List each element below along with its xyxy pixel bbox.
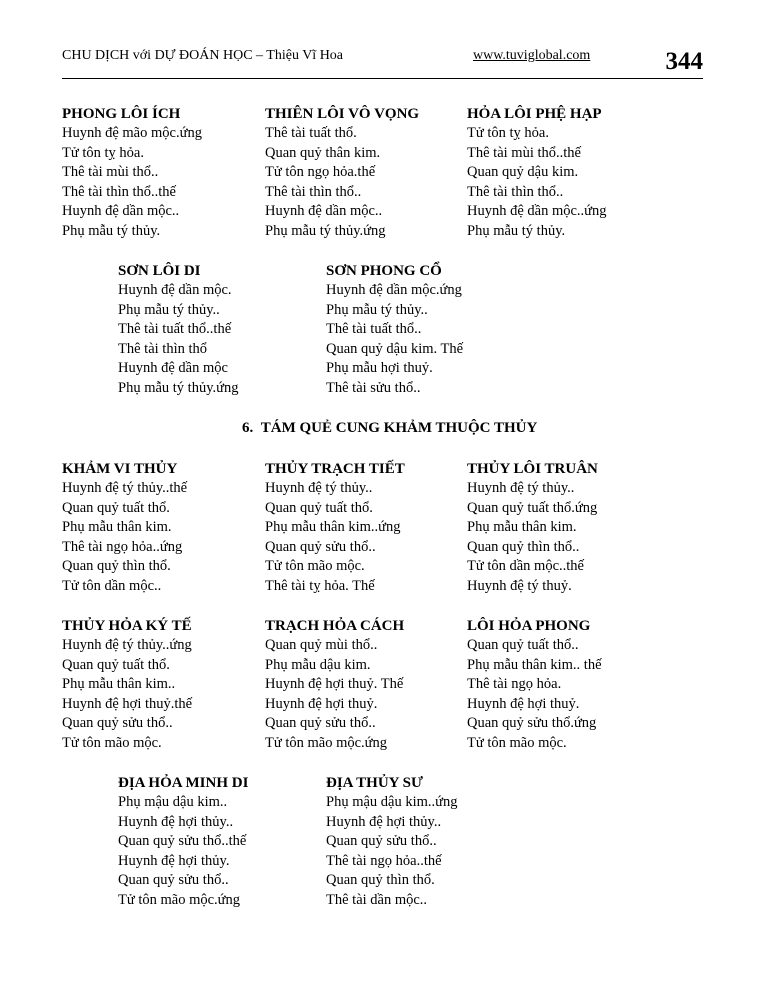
hexagram-line: Phụ mẫu thân kim.. [62, 676, 176, 693]
section-number: 6. [242, 420, 254, 436]
hexagram-line: Thê tài ngọ hỏa..ứng [62, 538, 183, 555]
hexagram-line: Tử tôn mão mộc. [467, 734, 567, 751]
hexagram-line: Quan quỷ tuất thổ. [265, 499, 373, 516]
hexagram-line: Huynh đệ tý thủy..ứng [62, 637, 192, 653]
hexagram-line: Huynh đệ tý thủy..thế [62, 480, 188, 496]
hexagram-line: Phụ mẫu tý thủy. [62, 222, 161, 239]
hexagram-line: Phụ mẫu tý thủy.ứng [118, 379, 239, 396]
hexagram-line: Quan quỷ thìn thổ. [62, 558, 171, 575]
hexagram-title: LÔI HỎA PHONG [467, 618, 591, 634]
hexagram-title: KHẢM VI THỦY [62, 461, 178, 477]
hexagram-line: Thê tài mùi thổ..thế [467, 144, 581, 161]
hexagram-block [467, 459, 598, 597]
hexagram-title: THỦY LÔI TRUÂN [467, 461, 598, 477]
hexagram-line: Thê tài mùi thổ.. [62, 164, 159, 181]
hexagram-line: Huynh đệ dần mộc..ứng [467, 203, 607, 220]
section-heading [242, 420, 537, 437]
hexagram-line: Phụ mẫu tý thủy.ứng [265, 222, 386, 239]
hexagram-line: Huynh đệ tý thủy.. [467, 480, 575, 496]
hexagram-line: Tử tôn ngọ hỏa.thế [265, 164, 376, 181]
hexagram-line: Phụ mẫu thân kim. [467, 519, 577, 536]
hexagram-line: Phụ mẫu thân kim.. thế [467, 656, 602, 673]
hexagram-block [326, 773, 458, 911]
hexagram-line: Tử tôn mão mộc.ứng [265, 734, 388, 751]
hexagram-line: Tử tôn tỵ hỏa. [467, 125, 549, 141]
hexagram-block [62, 104, 202, 242]
hexagram-line: Huynh đệ hợi thủy. [118, 852, 230, 869]
hexagram-line: Phụ mẫu dậu kim. [265, 656, 371, 673]
hexagram-line: Quan quỷ tuất thổ.. [467, 637, 579, 653]
hexagram-line: Huynh đệ mão mộc.ứng [62, 125, 202, 141]
hexagram-block [467, 104, 607, 242]
hexagram-line: Phụ mẫu thân kim..ứng [265, 519, 401, 536]
hexagram-line: Thê tài dần mộc.. [326, 891, 428, 908]
hexagram-title: PHONG LÔI ÍCH [62, 106, 181, 122]
hexagram-line: Phụ mẫu tý thủy.. [118, 301, 220, 318]
hexagram-block [326, 261, 463, 399]
hexagram-title: SƠN LÔI DI [118, 263, 201, 279]
hexagram-line: Huynh đệ tý thuỷ. [467, 577, 572, 594]
hexagram-line: Quan quỷ mùi thổ.. [265, 637, 378, 653]
hexagram-line: Quan quỷ sửu thổ..thế [118, 833, 247, 850]
hexagram-title: HỎA LÔI PHỆ HẠP [467, 106, 602, 122]
hexagram-line: Huynh đệ hợi thủy.. [118, 813, 234, 830]
book-title: CHU DỊCH với DỰ ĐOÁN HỌC – Thiệu Vĩ Hoa [62, 48, 344, 63]
hexagram-line: Quan quỷ thìn thổ.. [467, 538, 580, 555]
hexagram-block [62, 616, 192, 754]
hexagram-block [62, 459, 187, 597]
hexagram-title: THỦY TRẠCH TIẾT [265, 461, 405, 477]
hexagram-line: Quan quỷ sửu thổ.. [118, 872, 229, 889]
hexagram-line: Tử tôn mão mộc.ứng [118, 891, 241, 908]
hexagram-line: Quan quỷ sửu thổ.. [62, 715, 173, 732]
hexagram-line: Huynh đệ dần mộc [118, 360, 228, 377]
hexagram-line: Thê tài thìn thổ [118, 340, 207, 357]
hexagram-line: Phụ mẫu tý thủy.. [326, 301, 428, 318]
hexagram-title: THIÊN LÔI VÔ VỌNG [265, 106, 420, 122]
hexagram-line: Quan quỷ dậu kim. [467, 164, 579, 181]
hexagram-line: Quan quỷ thân kim. [265, 144, 381, 161]
hexagram-line: Quan quỷ sửu thổ.. [265, 538, 376, 555]
hexagram-line: Huynh đệ hợi thuỷ. [265, 695, 378, 712]
hexagram-title: TRẠCH HỎA CÁCH [265, 618, 405, 634]
hexagram-line: Thê tài tuất thổ. [265, 125, 357, 141]
hexagram-block [265, 104, 419, 242]
page-number: 344 [665, 48, 703, 75]
hexagram-line: Quan quỷ tuất thổ.ứng [467, 499, 598, 516]
hexagram-line: Huynh đệ hợi thuỷ.thế [62, 695, 193, 712]
hexagram-line: Huynh đệ dần mộc.. [265, 203, 383, 220]
hexagram-line: Phụ mậu dậu kim..ứng [326, 794, 458, 810]
hexagram-block [118, 261, 239, 399]
hexagram-title: ĐỊA THỦY SƯ [326, 775, 423, 791]
hexagram-line: Thê tài thìn thổ.. [265, 183, 362, 200]
hexagram-title: THỦY HỎA KÝ TẾ [62, 618, 192, 634]
hexagram-line: Quan quỷ dậu kim. Thế [326, 340, 464, 357]
hexagram-line: Quan quỷ tuất thổ. [62, 499, 170, 516]
hexagram-line: Phụ mẫu tý thủy. [467, 222, 566, 239]
hexagram-line: Thê tài ngọ hỏa. [467, 676, 562, 693]
hexagram-line: Quan quỷ sửu thổ.ứng [467, 715, 597, 732]
hexagram-line: Thê tài ngọ hỏa..thế [326, 852, 442, 869]
hexagram-line: Huynh đệ dần mộc.. [62, 203, 180, 220]
hexagram-block [118, 773, 248, 911]
hexagram-line: Phụ mậu dậu kim.. [118, 794, 228, 810]
hexagram-line: Thê tài thìn thổ.. [467, 183, 564, 200]
hexagram-line: Phụ mẫu thân kim. [62, 519, 172, 536]
hexagram-line: Quan quỷ tuất thổ. [62, 656, 170, 673]
hexagram-line: Thê tài tuất thổ..thế [118, 321, 232, 338]
hexagram-line: Quan quỷ sửu thổ.. [326, 833, 437, 850]
hexagram-block [265, 459, 405, 597]
hexagram-block [265, 616, 404, 754]
hexagram-line: Tử tôn mão mộc. [62, 734, 162, 751]
page-header [62, 40, 703, 79]
section-title: TÁM QUẺ CUNG KHẢM THUỘC THỦY [260, 420, 538, 436]
hexagram-line: Huynh đệ tý thủy.. [265, 480, 373, 496]
hexagram-line: Thê tài tỵ hỏa. Thế [265, 577, 375, 594]
hexagram-block [467, 616, 602, 754]
hexagram-line: Huynh đệ dần mộc.ứng [326, 282, 462, 298]
hexagram-line: Phụ mẫu hợi thuỷ. [326, 360, 433, 377]
hexagram-line: Tử tôn mão mộc. [265, 558, 365, 575]
hexagram-line: Thê tài thìn thổ..thế [62, 183, 176, 200]
hexagram-line: Tử tôn tỵ hỏa. [62, 144, 144, 161]
hexagram-line: Tử tôn dần mộc..thế [467, 558, 584, 575]
hexagram-line: Huynh đệ hợi thủy.. [326, 813, 442, 830]
hexagram-line: Thê tài tuất thổ.. [326, 321, 422, 338]
hexagram-line: Huynh đệ hợi thuỷ. [467, 695, 580, 712]
hexagram-line: Huynh đệ hợi thuỷ. Thế [265, 676, 404, 693]
hexagram-line: Quan quỷ sửu thổ.. [265, 715, 376, 732]
hexagram-line: Quan quỷ thìn thổ. [326, 872, 435, 889]
hexagram-line: Tử tôn dần mộc.. [62, 577, 162, 594]
hexagram-title: SƠN PHONG CỔ [326, 263, 442, 279]
website-link[interactable]: www.tuviglobal.com [473, 48, 591, 63]
hexagram-line: Huynh đệ dần mộc. [118, 282, 232, 298]
hexagram-title: ĐỊA HỎA MINH DI [118, 775, 249, 791]
hexagram-line: Thê tài sửu thổ.. [326, 379, 421, 396]
